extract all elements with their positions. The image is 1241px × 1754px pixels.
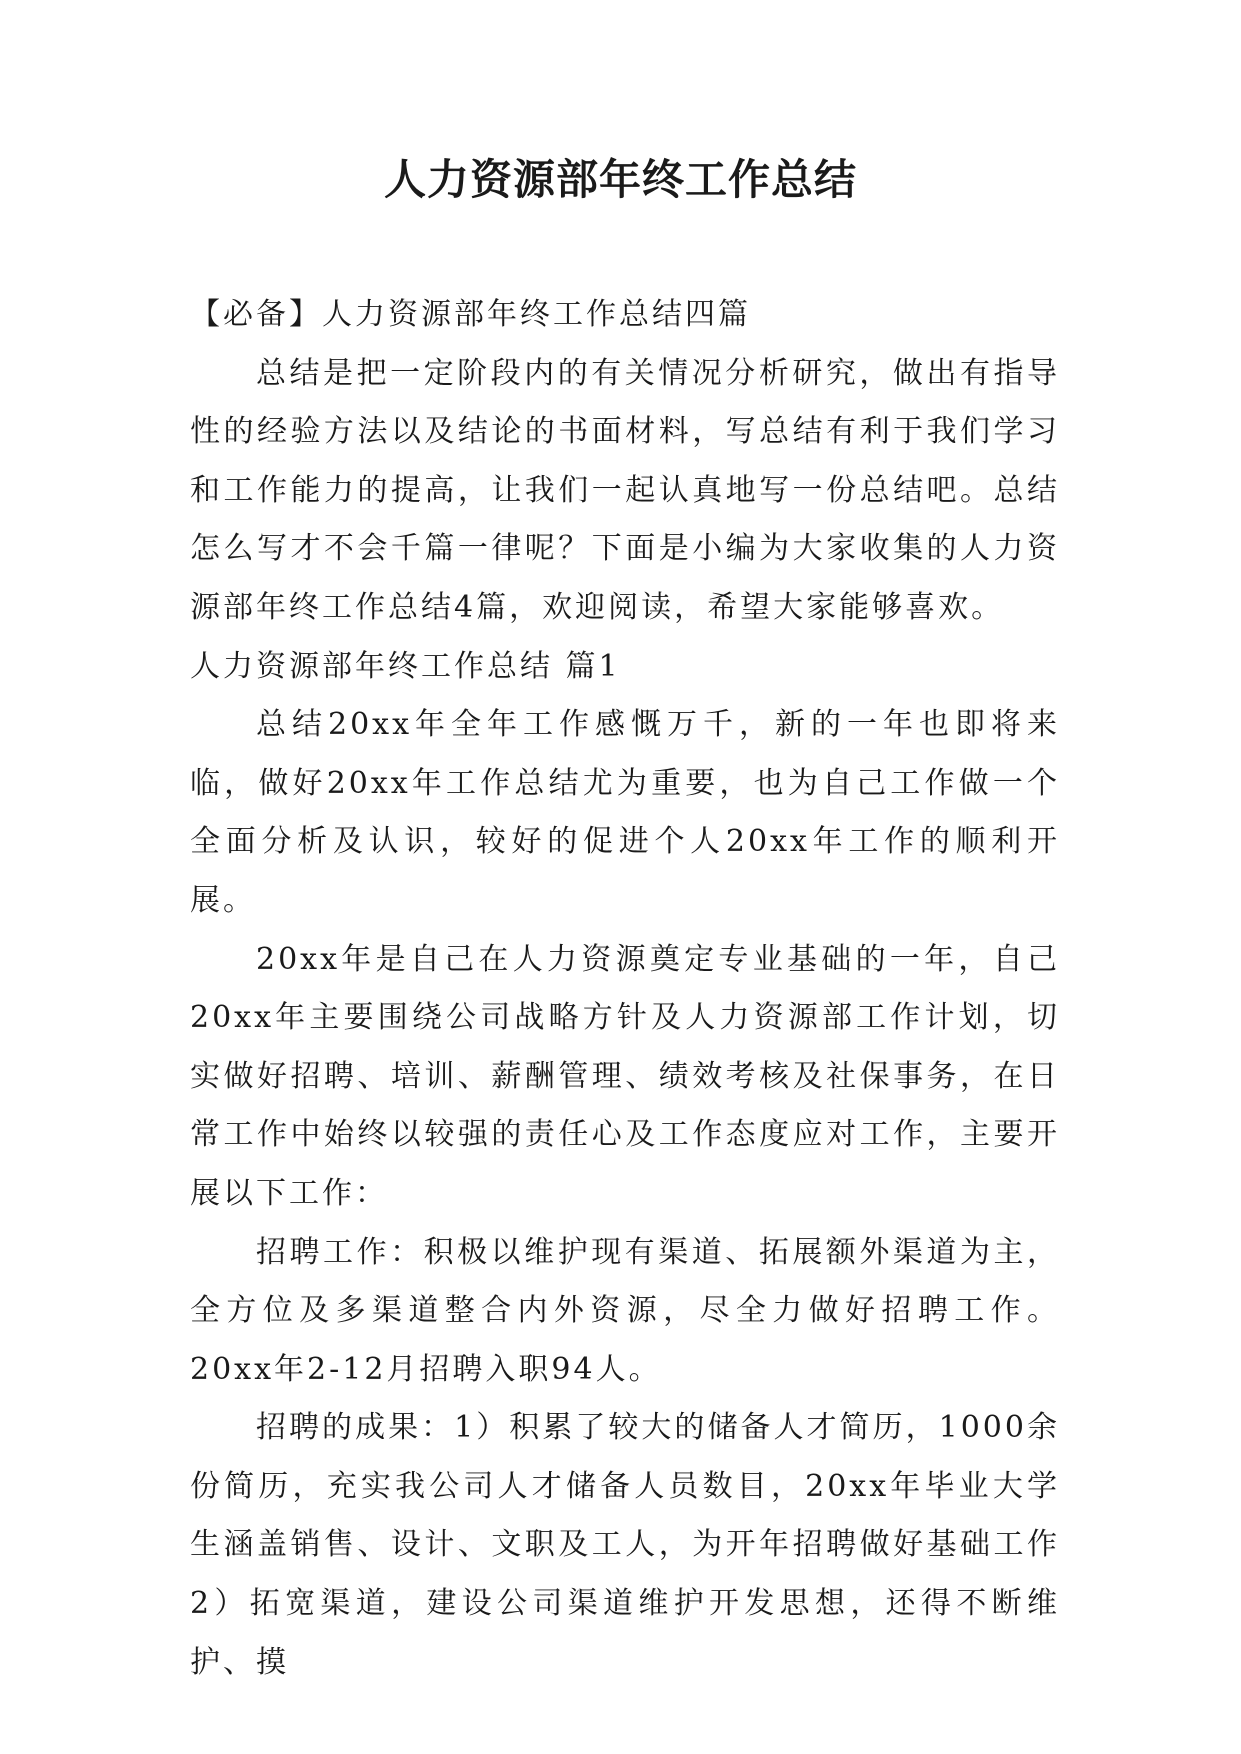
body-paragraph: 招聘工作：积极以维护现有渠道、拓展额外渠道为主，全方位及多渠道整合内外资源，尽全力做好招聘工作。20xx年2-12月招聘入职94人。: [190, 1234, 1060, 1387]
document-title: 人力资源部年终工作总结: [383, 155, 857, 204]
document-subtitle: 【必备】人力资源部年终工作总结四篇: [190, 297, 751, 332]
intro-paragraph: 总结是把一定阶段内的有关情况分析研究，做出有指导性的经验方法以及结论的书面材料，写总结有利于我们学习和工作能力的提高，让我们一起认真地写一份总结吧。总结怎么写才不会千篇一律呢？下面是小编为大家收集的人力资源部年终工作总结4篇，欢迎阅读，希望大家能够喜欢。: [190, 355, 1060, 625]
body-paragraph: 招聘的成果：1）积累了较大的储备人才简历，1000余份简历，充实我公司人才储备人员数目，20xx年毕业大学生涵盖销售、设计、文职及工人，为开年招聘做好基础工作2）拓宽渠道，建设公司渠道维护开发思想，还得不断维护、摸: [190, 1410, 1060, 1680]
document-body: [190, 286, 1060, 1692]
body-paragraph: 总结20xx年全年工作感慨万千，新的一年也即将来临，做好20xx年工作总结尤为重要，也为自己工作做一个全面分析及认识，较好的促进个人20xx年工作的顺利开展。: [190, 707, 1060, 918]
section-heading: 人力资源部年终工作总结 篇1: [190, 648, 621, 684]
body-paragraph: 20xx年是自己在人力资源奠定专业基础的一年，自己20xx年主要围绕公司战略方针及人力资源部工作计划，切实做好招聘、培训、薪酬管理、绩效考核及社保事务，在日常工作中始终以较强的责任心及工作态度应对工作，主要开展以下工作：: [190, 941, 1060, 1211]
